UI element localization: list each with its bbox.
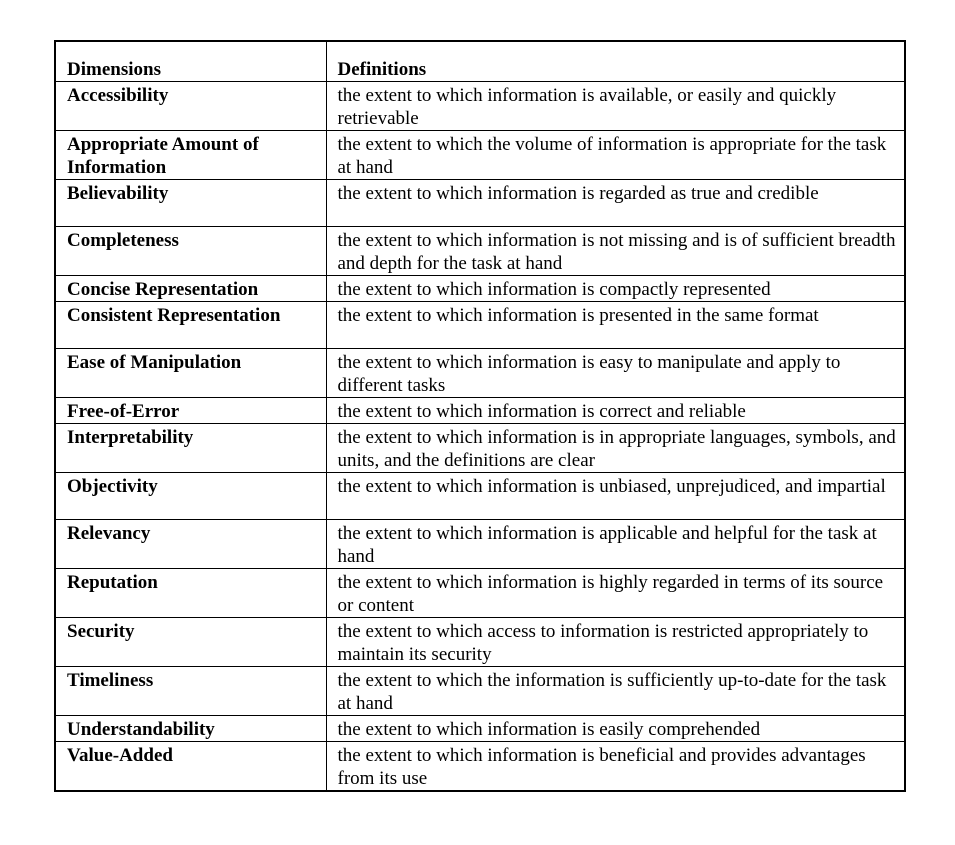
- dimension-cell: Interpretability: [55, 423, 326, 472]
- definition-cell: the extent to which the volume of information is appropriate for the task at hand: [326, 130, 905, 179]
- table-row: [55, 130, 905, 179]
- definition-cell: the extent to which information is easily comprehended: [326, 715, 905, 741]
- table-row: [55, 617, 905, 666]
- table-row: [55, 715, 905, 741]
- dimension-cell: Relevancy: [55, 519, 326, 568]
- dimension-cell: Timeliness: [55, 666, 326, 715]
- table-row: [55, 423, 905, 472]
- dimension-cell: Security: [55, 617, 326, 666]
- table-row: [55, 568, 905, 617]
- table-body: [55, 81, 905, 791]
- dimension-cell: Reputation: [55, 568, 326, 617]
- definition-cell: the extent to which information is available, or easily and quickly retrievable: [326, 81, 905, 130]
- definition-cell: the extent to which information is in appropriate languages, symbols, and units, and the definitions are clear: [326, 423, 905, 472]
- definition-cell: the extent to which the information is sufficiently up-to-date for the task at hand: [326, 666, 905, 715]
- table-row: [55, 275, 905, 301]
- definition-cell: the extent to which access to information is restricted appropriately to maintain its security: [326, 617, 905, 666]
- definition-cell: the extent to which information is compactly represented: [326, 275, 905, 301]
- dimension-cell: Appropriate Amount of Information: [55, 130, 326, 179]
- table-row: [55, 397, 905, 423]
- definition-cell: the extent to which information is beneficial and provides advantages from its use: [326, 741, 905, 791]
- dimension-cell: Value-Added: [55, 741, 326, 791]
- definitions-column-header: Definitions: [326, 41, 905, 81]
- dimension-cell: Accessibility: [55, 81, 326, 130]
- dimensions-column-header: Dimensions: [55, 41, 326, 81]
- definition-cell: the extent to which information is correct and reliable: [326, 397, 905, 423]
- table-header-row: [55, 41, 905, 81]
- definition-cell: the extent to which information is applicable and helpful for the task at hand: [326, 519, 905, 568]
- table-row: [55, 179, 905, 226]
- table-row: [55, 348, 905, 397]
- dimension-cell: Free-of-Error: [55, 397, 326, 423]
- definition-cell: the extent to which information is unbiased, unprejudiced, and impartial: [326, 472, 905, 519]
- definition-cell: the extent to which information is presented in the same format: [326, 301, 905, 348]
- table-row: [55, 301, 905, 348]
- dimension-cell: Believability: [55, 179, 326, 226]
- table-row: [55, 519, 905, 568]
- table-row: [55, 666, 905, 715]
- dimension-cell: Objectivity: [55, 472, 326, 519]
- table-row: [55, 741, 905, 791]
- dimension-cell: Concise Representation: [55, 275, 326, 301]
- definition-cell: the extent to which information is easy to manipulate and apply to different tasks: [326, 348, 905, 397]
- definition-cell: the extent to which information is not missing and is of sufficient breadth and depth for the task at hand: [326, 226, 905, 275]
- data-quality-dimensions-table: [54, 40, 906, 792]
- definition-cell: the extent to which information is highly regarded in terms of its source or content: [326, 568, 905, 617]
- dimension-cell: Completeness: [55, 226, 326, 275]
- dimension-cell: Ease of Manipulation: [55, 348, 326, 397]
- definition-cell: the extent to which information is regarded as true and credible: [326, 179, 905, 226]
- dimension-cell: Understandability: [55, 715, 326, 741]
- dimension-cell: Consistent Representation: [55, 301, 326, 348]
- table-row: [55, 226, 905, 275]
- table-row: [55, 81, 905, 130]
- table-row: [55, 472, 905, 519]
